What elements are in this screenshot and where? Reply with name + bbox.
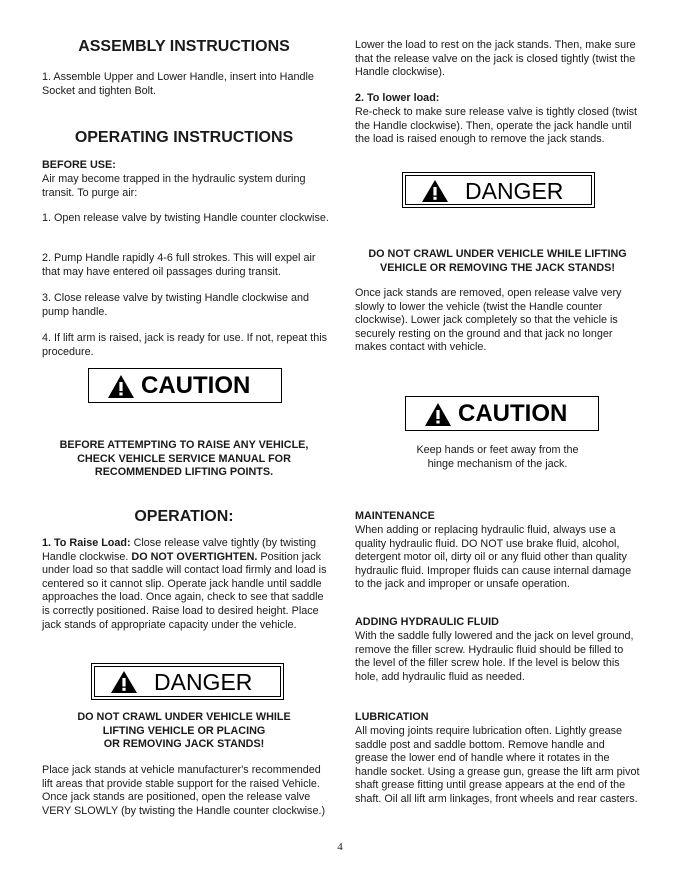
- step-2: 2. Pump Handle rapidly 4-6 full strokes. This will expel air that may have entered oil passages during transit.: [42, 252, 316, 278]
- page-number: 4: [337, 841, 343, 853]
- adding-fluid-heading: ADDING HYDRAULIC FLUID: [355, 616, 499, 628]
- danger-warning-right: [355, 248, 640, 275]
- lower-load-intro: Lower the load to rest on the jack stands. Then, make sure that the release valve on the jack is closed tightly (twist the Handle clockwise).: [355, 39, 636, 79]
- maintenance-text: When adding or replacing hydraulic fluid, always use a quality hydraulic fluid. DO NOT use brake fluid, alcohol, detergent motor oil, dirty oil or any fluid other than quality hydraulic fluid. Improper fluids can cause internal damage to the jack and improper or unsafe operation.: [355, 524, 632, 591]
- caution-line: Keep hands or feet away from the: [416, 444, 579, 456]
- caution-sign-left: [88, 368, 282, 403]
- overtighten-warning: DO NOT OVERTIGHTEN.: [131, 550, 258, 563]
- danger-sign-right: [402, 172, 595, 208]
- caution-text-right: [355, 444, 640, 471]
- raise-text-b: Position jack under load so that saddle will contact load firmly and load is centered so it cannot slip. Operate jack handle until saddle approaches the load. Once again, check to see that saddle is correctly positioned. Raise load to desired height. Place jack stands of appropriate capacity under the vehicle.: [42, 550, 327, 631]
- step-1: 1. Open release valve by twisting Handle counter clockwise.: [42, 212, 329, 224]
- caution-warning-left: [42, 439, 326, 480]
- operation-heading: OPERATION:: [134, 508, 234, 525]
- caution-label: CAUTION: [458, 400, 568, 427]
- danger-sign-left: [91, 663, 284, 700]
- assembly-heading: ASSEMBLY INSTRUCTIONS: [78, 38, 290, 55]
- warning-triangle-icon: [421, 179, 449, 203]
- jack-stands-text: Place jack stands at vehicle manufacturer's recommended lift areas that provide stable support for the raised Vehicle. Once jack stands are positioned, open the release valve VERY SLOWLY (by twisting the Handle counter clockwise.): [42, 764, 326, 817]
- warning-line: BEFORE ATTEMPTING TO RAISE ANY VEHICLE,: [59, 439, 309, 451]
- caution-sign-right: [405, 396, 599, 431]
- caution-label: CAUTION: [141, 372, 251, 399]
- before-use-text: Air may become trapped in the hydraulic system during transit. To purge air:: [42, 173, 306, 199]
- before-use-heading: BEFORE USE:: [42, 159, 116, 171]
- operating-heading: OPERATING INSTRUCTIONS: [74, 129, 294, 146]
- warning-line: RECOMMENDED LIFTING POINTS.: [94, 466, 274, 479]
- jack-stands-removed-text: Once jack stands are removed, open release valve very slowly to lower the vehicle (twist the Handle counter clockwise). Lower jack completely so that the vehicle is securely resting on the ground and that jack no longer makes contact with vehicle.: [355, 287, 622, 354]
- step-3: 3. Close release valve by twisting Handle clockwise and pump handle.: [42, 292, 310, 318]
- step-4: 4. If lift arm is raised, jack is ready for use. If not, repeat this procedure.: [42, 332, 328, 358]
- caution-line: hinge mechanism of the jack.: [427, 457, 568, 470]
- lubrication-text: All moving joints require lubrication often. Lightly grease saddle post and saddle bottom. Remove handle and grease the lower end of handle where it rotates in the handle socket. Using a grease gun, grease the lift arm pivot shaft grease fitting until grease appears at the end of the shaft. Oil all lift arm linkages, front wheels and rear casters.: [355, 725, 640, 805]
- danger-label: DANGER: [154, 669, 253, 695]
- warning-line: CHECK VEHICLE SERVICE MANUAL FOR: [77, 452, 291, 465]
- warning-triangle-icon: [110, 670, 138, 694]
- assembly-text: 1. Assemble Upper and Lower Handle, insert into Handle Socket and tighten Bolt.: [42, 71, 314, 97]
- maintenance-heading: MAINTENANCE: [355, 510, 435, 522]
- danger-warning-left: [42, 711, 326, 752]
- lower-load-text: Re-check to make sure release valve is tightly closed (twist the Handle clockwise). Then, operate the jack handle until the load is raised enough to remove the jack stands.: [355, 106, 638, 146]
- warning-line: DO NOT CRAWL UNDER VEHICLE WHILE LIFTING: [368, 248, 627, 260]
- warning-triangle-icon: [424, 402, 452, 427]
- warning-line: OR REMOVING JACK STANDS!: [103, 738, 265, 751]
- warning-triangle-icon: [107, 374, 135, 399]
- raise-load-text: [42, 537, 332, 632]
- warning-line: LIFTING VEHICLE OR PLACING: [102, 724, 266, 737]
- lower-load-heading: 2. To lower load:: [355, 92, 440, 104]
- warning-line: DO NOT CRAWL UNDER VEHICLE WHILE: [77, 711, 291, 723]
- raise-load-label: 1. To Raise Load:: [42, 537, 131, 549]
- raise-text-a: Close release valve tightly (by twisting Handle clockwise.: [42, 537, 317, 563]
- danger-label: DANGER: [465, 178, 564, 204]
- lubrication-heading: LUBRICATION: [355, 711, 429, 723]
- adding-fluid-text: With the saddle fully lowered and the jack on level ground, remove the filler screw. Hydraulic fluid should be filled to the level of the filler screw hole. If the level is below this hole, add hydraulic fluid as needed.: [355, 630, 634, 683]
- warning-line: VEHICLE OR REMOVING THE JACK STANDS!: [380, 261, 615, 274]
